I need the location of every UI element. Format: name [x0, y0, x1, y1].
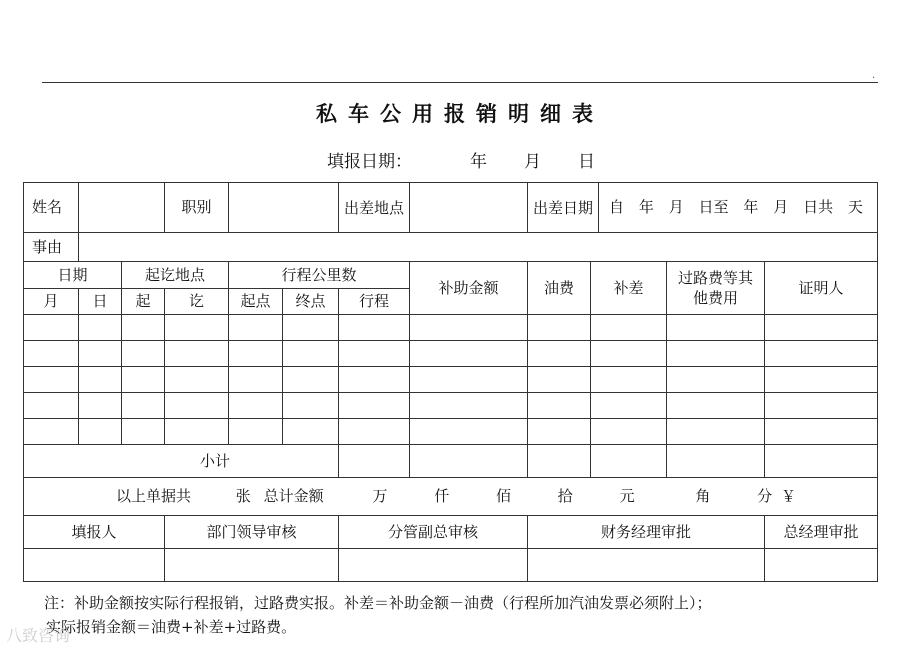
summary-prefix: 以上单据共: [116, 487, 192, 505]
position-label: 职别: [165, 183, 229, 233]
summary-yuan: 元: [619, 487, 635, 505]
cell-from[interactable]: [122, 419, 165, 445]
fill-date-day: 日: [578, 152, 595, 172]
cell-witness[interactable]: [765, 315, 878, 341]
cell-subsidy[interactable]: [410, 367, 528, 393]
subtotal-distance[interactable]: [339, 445, 410, 478]
cell-witness[interactable]: [765, 367, 878, 393]
entry-rows: [24, 315, 878, 445]
cell-month[interactable]: [24, 367, 79, 393]
cell-tolls[interactable]: [667, 393, 765, 419]
signer-reporter: 填报人: [24, 516, 165, 549]
cell-difference[interactable]: [591, 367, 667, 393]
col-start: 起点: [229, 289, 283, 315]
trip-place-label: 出差地点: [339, 183, 410, 233]
cell-day[interactable]: [79, 393, 122, 419]
summary-shi: 拾: [557, 487, 573, 505]
table-row: [24, 393, 878, 419]
subtotal-difference[interactable]: [591, 445, 667, 478]
cell-day[interactable]: [79, 367, 122, 393]
note-line-2: 实际报销金额＝油费+补差+过路费。: [46, 618, 297, 636]
cell-fuel[interactable]: [528, 419, 591, 445]
sign-finance-manager[interactable]: [528, 549, 765, 582]
cell-to[interactable]: [165, 419, 229, 445]
cell-subsidy[interactable]: [410, 393, 528, 419]
table-row: [24, 419, 878, 445]
cell-to[interactable]: [165, 367, 229, 393]
cell-witness[interactable]: [765, 419, 878, 445]
col-date: 日期: [24, 262, 122, 289]
period-days: 天: [847, 198, 863, 216]
subtotal-fuel[interactable]: [528, 445, 591, 478]
fill-date-label: 填报日期：: [327, 152, 412, 172]
summary-row[interactable]: [24, 478, 878, 516]
cell-month[interactable]: [24, 419, 79, 445]
signer-general-manager: 总经理审批: [765, 516, 878, 549]
cell-from[interactable]: [122, 315, 165, 341]
cell-distance[interactable]: [339, 419, 410, 445]
cell-tolls[interactable]: [667, 367, 765, 393]
trip-date-label: 出差日期: [528, 183, 599, 232]
period-day-1: 日至: [698, 198, 729, 216]
col-month: 月: [24, 289, 79, 315]
cell-to[interactable]: [165, 341, 229, 367]
cell-subsidy[interactable]: [410, 315, 528, 341]
cell-day[interactable]: [79, 341, 122, 367]
cell-from[interactable]: [122, 341, 165, 367]
summary-qian: 仟: [434, 487, 450, 505]
cell-difference[interactable]: [591, 315, 667, 341]
cell-month[interactable]: [24, 315, 79, 341]
sign-vice-president[interactable]: [339, 549, 528, 582]
sign-general-manager[interactable]: [765, 549, 878, 582]
trip-period: [599, 198, 877, 217]
fill-date-month: 月: [524, 152, 541, 172]
watermark: 八致咨询: [6, 626, 71, 645]
table-row: [24, 341, 878, 367]
fill-date-year: 年: [470, 152, 487, 172]
sign-dept-head[interactable]: [165, 549, 339, 582]
summary-total: 总计金额: [263, 487, 324, 505]
col-from: 起: [122, 289, 165, 315]
cell-from[interactable]: [122, 367, 165, 393]
cell-tolls[interactable]: [667, 419, 765, 445]
corner-dot: .: [872, 70, 876, 81]
cell-from[interactable]: [122, 393, 165, 419]
note-line-1: 注：补助金额按实际行程报销，过路费实报。补差＝补助金额－油费（行程所加汽油发票必须附上）；: [44, 594, 712, 612]
table-row: [24, 367, 878, 393]
cell-difference[interactable]: [591, 393, 667, 419]
col-mileage: 行程公里数: [229, 262, 410, 289]
subtotal-tolls[interactable]: [667, 445, 765, 478]
cell-witness[interactable]: [765, 393, 878, 419]
cell-fuel[interactable]: [528, 367, 591, 393]
cell-distance[interactable]: [339, 393, 410, 419]
summary-wan: 万: [372, 487, 388, 505]
col-end: 终点: [283, 289, 339, 315]
signer-vice-president: 分管副总审核: [339, 516, 528, 549]
col-difference: 补差: [591, 262, 667, 315]
cell-day[interactable]: [79, 419, 122, 445]
col-fuel: 油费: [528, 262, 591, 315]
cell-fuel[interactable]: [528, 393, 591, 419]
col-distance: 行程: [339, 289, 410, 315]
col-subsidy: 补助金额: [410, 262, 528, 315]
summary-sheets: 张: [235, 487, 251, 505]
cell-distance[interactable]: [339, 315, 410, 341]
form-title: 私车公用报销明细表: [316, 102, 604, 126]
signer-dept-head: 部门领导审核: [165, 516, 339, 549]
col-day: 日: [79, 289, 122, 315]
expense-table: [23, 182, 878, 582]
header-rule: [42, 82, 878, 83]
period-month-2: 月: [773, 198, 789, 216]
col-tolls: 过路费等其他费用: [667, 262, 765, 315]
cell-tolls[interactable]: [667, 341, 765, 367]
cell-start[interactable]: [229, 393, 283, 419]
cell-distance[interactable]: [339, 367, 410, 393]
cell-to[interactable]: [165, 315, 229, 341]
signer-finance-manager: 财务经理审批: [528, 516, 765, 549]
subtotal-witness[interactable]: [765, 445, 878, 478]
cell-subsidy[interactable]: [410, 419, 528, 445]
table-row: [24, 315, 878, 341]
trip-date-cell[interactable]: [528, 183, 878, 233]
col-to: 讫: [165, 289, 229, 315]
cell-end[interactable]: [283, 419, 339, 445]
summary-jiao: 角: [695, 487, 711, 505]
trip-place-field[interactable]: [410, 183, 528, 233]
subtotal-label: 小计: [24, 445, 339, 478]
period-month-1: 月: [668, 198, 684, 216]
cell-month[interactable]: [24, 341, 79, 367]
period-from: 自: [609, 198, 625, 216]
cell-to[interactable]: [165, 393, 229, 419]
cell-start[interactable]: [229, 419, 283, 445]
cell-witness[interactable]: [765, 341, 878, 367]
position-field[interactable]: [229, 183, 339, 233]
period-year-2: 年: [743, 198, 759, 216]
subtotal-subsidy[interactable]: [410, 445, 528, 478]
name-label: 姓名: [24, 183, 79, 233]
period-day-2: 日共: [803, 198, 834, 216]
cell-day[interactable]: [79, 315, 122, 341]
cell-start[interactable]: [229, 315, 283, 341]
cell-fuel[interactable]: [528, 341, 591, 367]
cell-tolls[interactable]: [667, 315, 765, 341]
summary-currency: ￥: [780, 487, 796, 505]
cell-month[interactable]: [24, 393, 79, 419]
cell-fuel[interactable]: [528, 315, 591, 341]
summary-bai: 佰: [495, 487, 511, 505]
col-places: 起讫地点: [122, 262, 229, 289]
cell-end[interactable]: [283, 341, 339, 367]
sign-reporter[interactable]: [24, 549, 165, 582]
reason-field[interactable]: [79, 233, 878, 262]
reason-label: 事由: [24, 233, 79, 262]
cell-difference[interactable]: [591, 419, 667, 445]
name-field[interactable]: [79, 183, 165, 233]
summary-fen: 分: [757, 487, 773, 505]
period-year-1: 年: [638, 198, 654, 216]
cell-start[interactable]: [229, 341, 283, 367]
cell-end[interactable]: [283, 315, 339, 341]
cell-subsidy[interactable]: [410, 341, 528, 367]
cell-difference[interactable]: [591, 341, 667, 367]
cell-distance[interactable]: [339, 341, 410, 367]
cell-end[interactable]: [283, 393, 339, 419]
cell-end[interactable]: [283, 367, 339, 393]
cell-start[interactable]: [229, 367, 283, 393]
col-witness: 证明人: [765, 262, 878, 315]
